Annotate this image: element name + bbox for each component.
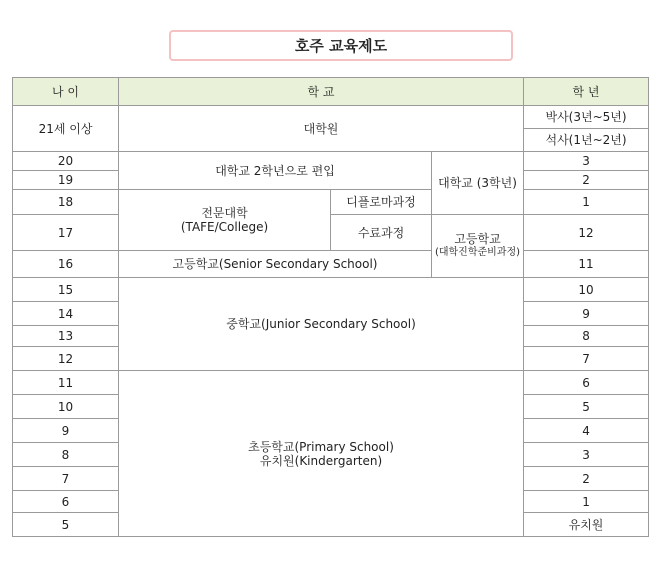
age-cell: 15 xyxy=(13,278,119,302)
school-primary-kindergarten xyxy=(119,371,524,537)
grade-cell: 3 xyxy=(524,443,649,467)
page-title: 호주 교육제도 xyxy=(169,30,513,61)
college-subtitle: (TAFE/College) xyxy=(180,220,269,234)
school-university-3rd: 대학교 (3학년) xyxy=(432,152,524,215)
table-row xyxy=(13,152,649,171)
table-row xyxy=(13,106,649,129)
grade-cell: 박사(3년~5년) xyxy=(524,106,649,129)
grade-cell: 석사(1년~2년) xyxy=(524,129,649,152)
header-age: 나 이 xyxy=(13,78,119,106)
age-cell: 16 xyxy=(13,251,119,278)
age-cell: 18 xyxy=(13,190,119,215)
education-system-table xyxy=(12,77,649,537)
grade-cell: 5 xyxy=(524,395,649,419)
age-cell: 13 xyxy=(13,326,119,347)
grade-cell: 12 xyxy=(524,215,649,251)
grade-cell: 1 xyxy=(524,190,649,215)
kindergarten-name: 유치원(Kindergarten) xyxy=(259,453,383,468)
age-cell: 7 xyxy=(13,467,119,491)
grade-cell: 10 xyxy=(524,278,649,302)
school-junior-secondary: 중학교(Junior Secondary School) xyxy=(119,278,524,371)
age-cell: 6 xyxy=(13,491,119,513)
school-graduate: 대학원 xyxy=(119,106,524,152)
grade-cell: 11 xyxy=(524,251,649,278)
age-cell: 12 xyxy=(13,347,119,371)
age-cell: 10 xyxy=(13,395,119,419)
age-cell: 19 xyxy=(13,171,119,190)
age-cell: 17 xyxy=(13,215,119,251)
header-grade: 학 년 xyxy=(524,78,649,106)
grade-cell: 1 xyxy=(524,491,649,513)
school-highschool-prep xyxy=(432,215,524,278)
grade-cell: 7 xyxy=(524,347,649,371)
age-cell: 21세 이상 xyxy=(13,106,119,152)
grade-cell: 8 xyxy=(524,326,649,347)
table-row xyxy=(13,371,649,395)
table-row xyxy=(13,278,649,302)
school-certificate: 수료과정 xyxy=(331,215,432,251)
highschool-subtitle: (대학진학준비과정) xyxy=(434,247,521,258)
college-name: 전문대학 xyxy=(201,206,248,220)
table-row xyxy=(13,190,649,215)
school-senior-secondary: 고등학교(Senior Secondary School) xyxy=(119,251,432,278)
grade-cell: 6 xyxy=(524,371,649,395)
header-row xyxy=(13,78,649,106)
school-diploma: 디플로마과정 xyxy=(331,190,432,215)
table-row xyxy=(13,251,649,278)
age-cell: 8 xyxy=(13,443,119,467)
highschool-name: 고등학교 xyxy=(454,232,501,246)
grade-cell: 2 xyxy=(524,467,649,491)
table-row xyxy=(13,215,649,251)
grade-cell: 3 xyxy=(524,152,649,171)
grade-cell: 9 xyxy=(524,302,649,326)
grade-cell: 4 xyxy=(524,419,649,443)
age-cell: 5 xyxy=(13,513,119,537)
age-cell: 20 xyxy=(13,152,119,171)
age-cell: 9 xyxy=(13,419,119,443)
grade-cell: 유치원 xyxy=(524,513,649,537)
age-cell: 11 xyxy=(13,371,119,395)
header-school: 학 교 xyxy=(119,78,524,106)
primary-name: 초등학교(Primary School) xyxy=(248,439,394,454)
grade-cell: 2 xyxy=(524,171,649,190)
age-cell: 14 xyxy=(13,302,119,326)
school-college xyxy=(119,190,331,251)
school-transfer: 대학교 2학년으로 편입 xyxy=(119,152,432,190)
